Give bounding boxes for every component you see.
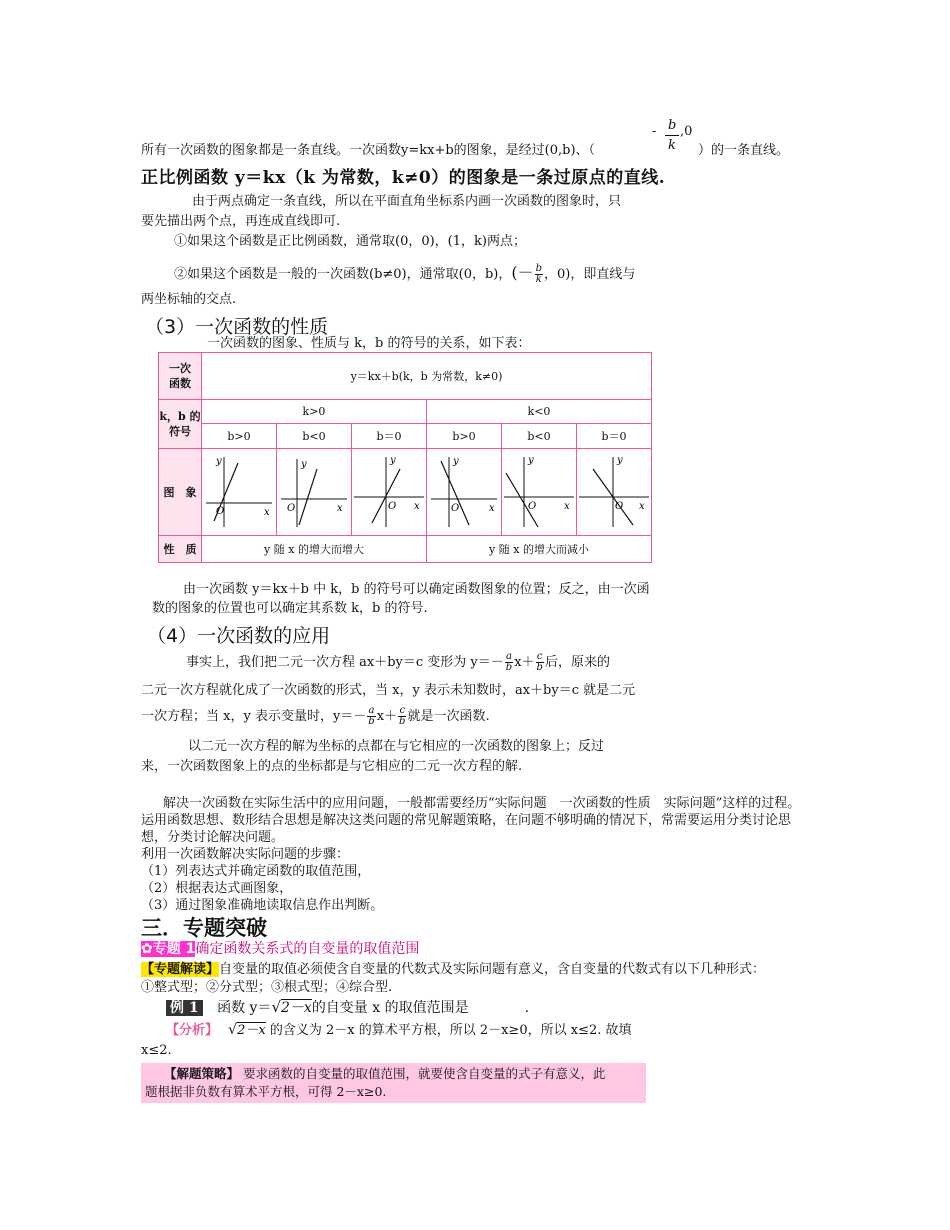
sqrt-sign: √ xyxy=(271,998,281,1016)
topic-1-reading xyxy=(141,961,765,978)
graph-k-pos-b-neg xyxy=(277,451,351,531)
application-step-3: （3）通过图象准确地读取信息作出判断。 xyxy=(141,898,384,913)
application-step-2: （2）根据表达式画图象， xyxy=(141,881,293,896)
svg-text:y: y xyxy=(390,454,396,466)
property-table xyxy=(158,352,652,563)
table-head-property: 性 质 xyxy=(159,536,202,563)
answer-blank[interactable] xyxy=(469,1000,525,1016)
table-function-expression: y＝kx＋b(k，b 为常数，k≠0) xyxy=(202,353,652,400)
svg-text:y: y xyxy=(216,455,222,467)
table-property-decreasing: y 随 x 的增大而减小 xyxy=(427,536,652,563)
section-4-line3: 一次方程；当 x，y 表示变量时，y＝－ $\frac{a}{b}$ x＋ $\frac{c}{b}$ 就是一次函数. xyxy=(141,705,490,727)
strategy-box xyxy=(141,1063,646,1103)
graph-k-pos-b-zero xyxy=(352,451,426,531)
section-3-title: （3）一次函数的性质 xyxy=(145,316,329,338)
topic-1-types: ①整式型；②分式型；③根式型；④综合型. xyxy=(141,980,393,995)
graph-k-neg-b-zero xyxy=(577,451,651,531)
table-b-case: b>0 xyxy=(427,424,502,449)
reading-label: 【专题解读】 xyxy=(141,962,220,977)
two-points-item2-end: 两坐标轴的交点. xyxy=(141,292,237,307)
svg-text:O: O xyxy=(451,502,460,514)
section-4-line4: 以二元一次方程的解为坐标的点都在与它相应的一次函数的图象上；反过 xyxy=(188,739,605,754)
example-1: 例 1 函数 y＝√2－x的自变量 x 的取值范围是 . xyxy=(166,997,529,1018)
after-table-line2: 数的图象的位置也可以确定其系数 k，b 的符号. xyxy=(152,601,428,616)
table-k-positive: k>0 xyxy=(202,400,427,424)
reading-text: 自变量的取值必须使含自变量的代数式及实际问题有意义，含自变量的代数式有以下几种形式： xyxy=(219,962,766,977)
example-label: 例 1 xyxy=(166,1000,203,1016)
svg-text:x: x xyxy=(564,500,570,512)
svg-text:x: x xyxy=(264,506,270,518)
example-1-analysis: 【分析】 √2－x 的含义为 2－x 的算术平方根，所以 2－x≥0，所以 x≤2. 故填 xyxy=(166,1022,632,1038)
section-4-title: （4）一次函数的应用 xyxy=(147,625,331,647)
two-points-p1: 由于两点确定一条直线，所以在平面直角坐标系内画一次函数的图象时，只 xyxy=(192,194,622,209)
table-b-case: b＝0 xyxy=(352,424,427,449)
two-points-item2: ②如果这个函数是一般的一次函数(b≠0)，通常取(0，b)，(－ $\frac{b}{k}$ ，0)，即直线与 xyxy=(174,263,636,285)
graph-cell xyxy=(577,449,652,536)
graph-cell xyxy=(277,449,352,536)
two-points-item1: ①如果这个函数是正比例函数，通常取(0，0)，(1，k)两点； xyxy=(174,234,526,249)
svg-text:x: x xyxy=(414,500,420,512)
svg-text:O: O xyxy=(528,500,537,512)
analysis-label: 【分析】 xyxy=(166,1023,219,1038)
intro-end: ）的一条直线。 xyxy=(698,143,790,158)
svg-text:y: y xyxy=(301,458,307,470)
frac-den: k xyxy=(668,138,676,153)
topic-badge: ✿专题 1 xyxy=(141,941,196,957)
table-head-graph: 图 象 xyxy=(159,449,202,536)
graph-k-pos-b-pos xyxy=(202,451,276,531)
svg-text:y: y xyxy=(453,455,459,467)
strategy-line-2: 题根据非负数有算术平方根，可得 2－x≥0. xyxy=(145,1084,387,1099)
graph-cell xyxy=(502,449,577,536)
section-three-title: 三．专题突破 xyxy=(141,916,267,940)
section-4-line1: 事实上，我们把二元一次方程 ax＋by＝c 变形为 y＝－ $\frac{a}{b}$ x＋ $\frac{c}{b}$ 后，原来的 xyxy=(186,651,610,673)
svg-text:O: O xyxy=(615,500,624,512)
svg-text:y: y xyxy=(617,454,623,466)
svg-text:x: x xyxy=(489,502,495,514)
frac-num: b xyxy=(668,118,677,133)
radicand: 2－x xyxy=(281,1000,312,1016)
frac-minus: - xyxy=(652,124,657,139)
svg-text:O: O xyxy=(388,500,397,512)
section-4-line2: 二元一次方程就化成了一次函数的形式，当 x，y 表示未知数时，ax＋by＝c 就是二元 xyxy=(141,683,636,698)
two-points-p2: 要先描出两个点，再连成直线即可. xyxy=(141,214,341,229)
table-b-case: b<0 xyxy=(502,424,577,449)
graph-cell xyxy=(427,449,502,536)
table-b-case: b>0 xyxy=(202,424,277,449)
intro-text: 所有一次函数的图象都是一条直线。一次函数y=kx+b的图象，是经过(0,b)、（ xyxy=(141,143,596,158)
svg-text:y: y xyxy=(528,454,534,466)
svg-text:O: O xyxy=(216,505,225,517)
application-paragraph: 解决一次函数在实际生活中的应用问题，一般都需要经历“实际问题 一次函数的性质 实际问题”这样的过程。运用函数思想、数形结合思想是解决这类问题的常见解题策略，在问题不够明确的情况下，常需要运用分类讨论思想，分类讨论解决问题。 xyxy=(141,796,801,845)
section-3-intro: 一次函数的图象、性质与 k，b 的符号的关系，如下表： xyxy=(207,336,531,351)
table-head-function: 一次 函数 xyxy=(159,353,202,400)
application-step-1: （1）列表达式并确定函数的取值范围， xyxy=(141,864,371,879)
application-steps-title: 利用一次函数解决实际问题的步骤： xyxy=(141,847,350,862)
topic-title: 确定函数关系式的自变量的取值范围 xyxy=(195,941,420,957)
table-b-case: b<0 xyxy=(277,424,352,449)
direct-proportion-line: 正比例函数 y＝kx（k 为常数，k≠0）的图象是一条过原点的直线. xyxy=(141,168,666,188)
graph-k-neg-b-pos xyxy=(427,451,501,531)
graph-k-neg-b-neg xyxy=(502,451,576,531)
strategy-line-1: 要求函数的自变量的取值范围，就要使含自变量的式子有意义，此 xyxy=(243,1066,606,1081)
table-head-signs: k，b 的 符号 xyxy=(159,400,202,449)
table-property-increasing: y 随 x 的增大而增大 xyxy=(202,536,427,563)
section-4-line5: 来，一次函数图象上的点的坐标都是与它相应的二元一次方程的解. xyxy=(141,759,523,774)
strategy-label: 【解题策略】 xyxy=(164,1066,240,1081)
graph-cell xyxy=(352,449,427,536)
sqrt-sign: √ xyxy=(228,1022,238,1038)
table-k-negative: k<0 xyxy=(427,400,652,424)
svg-text:x: x xyxy=(639,500,645,512)
frac-bar xyxy=(665,135,679,136)
topic-1-heading xyxy=(141,940,419,958)
svg-text:O: O xyxy=(287,502,296,514)
analysis-end: x≤2. xyxy=(141,1043,172,1058)
svg-text:x: x xyxy=(337,502,343,514)
graph-cell xyxy=(202,449,277,536)
table-b-case: b＝0 xyxy=(577,424,652,449)
frac-after: ,0 xyxy=(680,124,693,139)
after-table-line1: 由一次函数 y＝kx＋b 中 k，b 的符号可以确定函数图象的位置；反之，由一次函 xyxy=(183,582,650,597)
